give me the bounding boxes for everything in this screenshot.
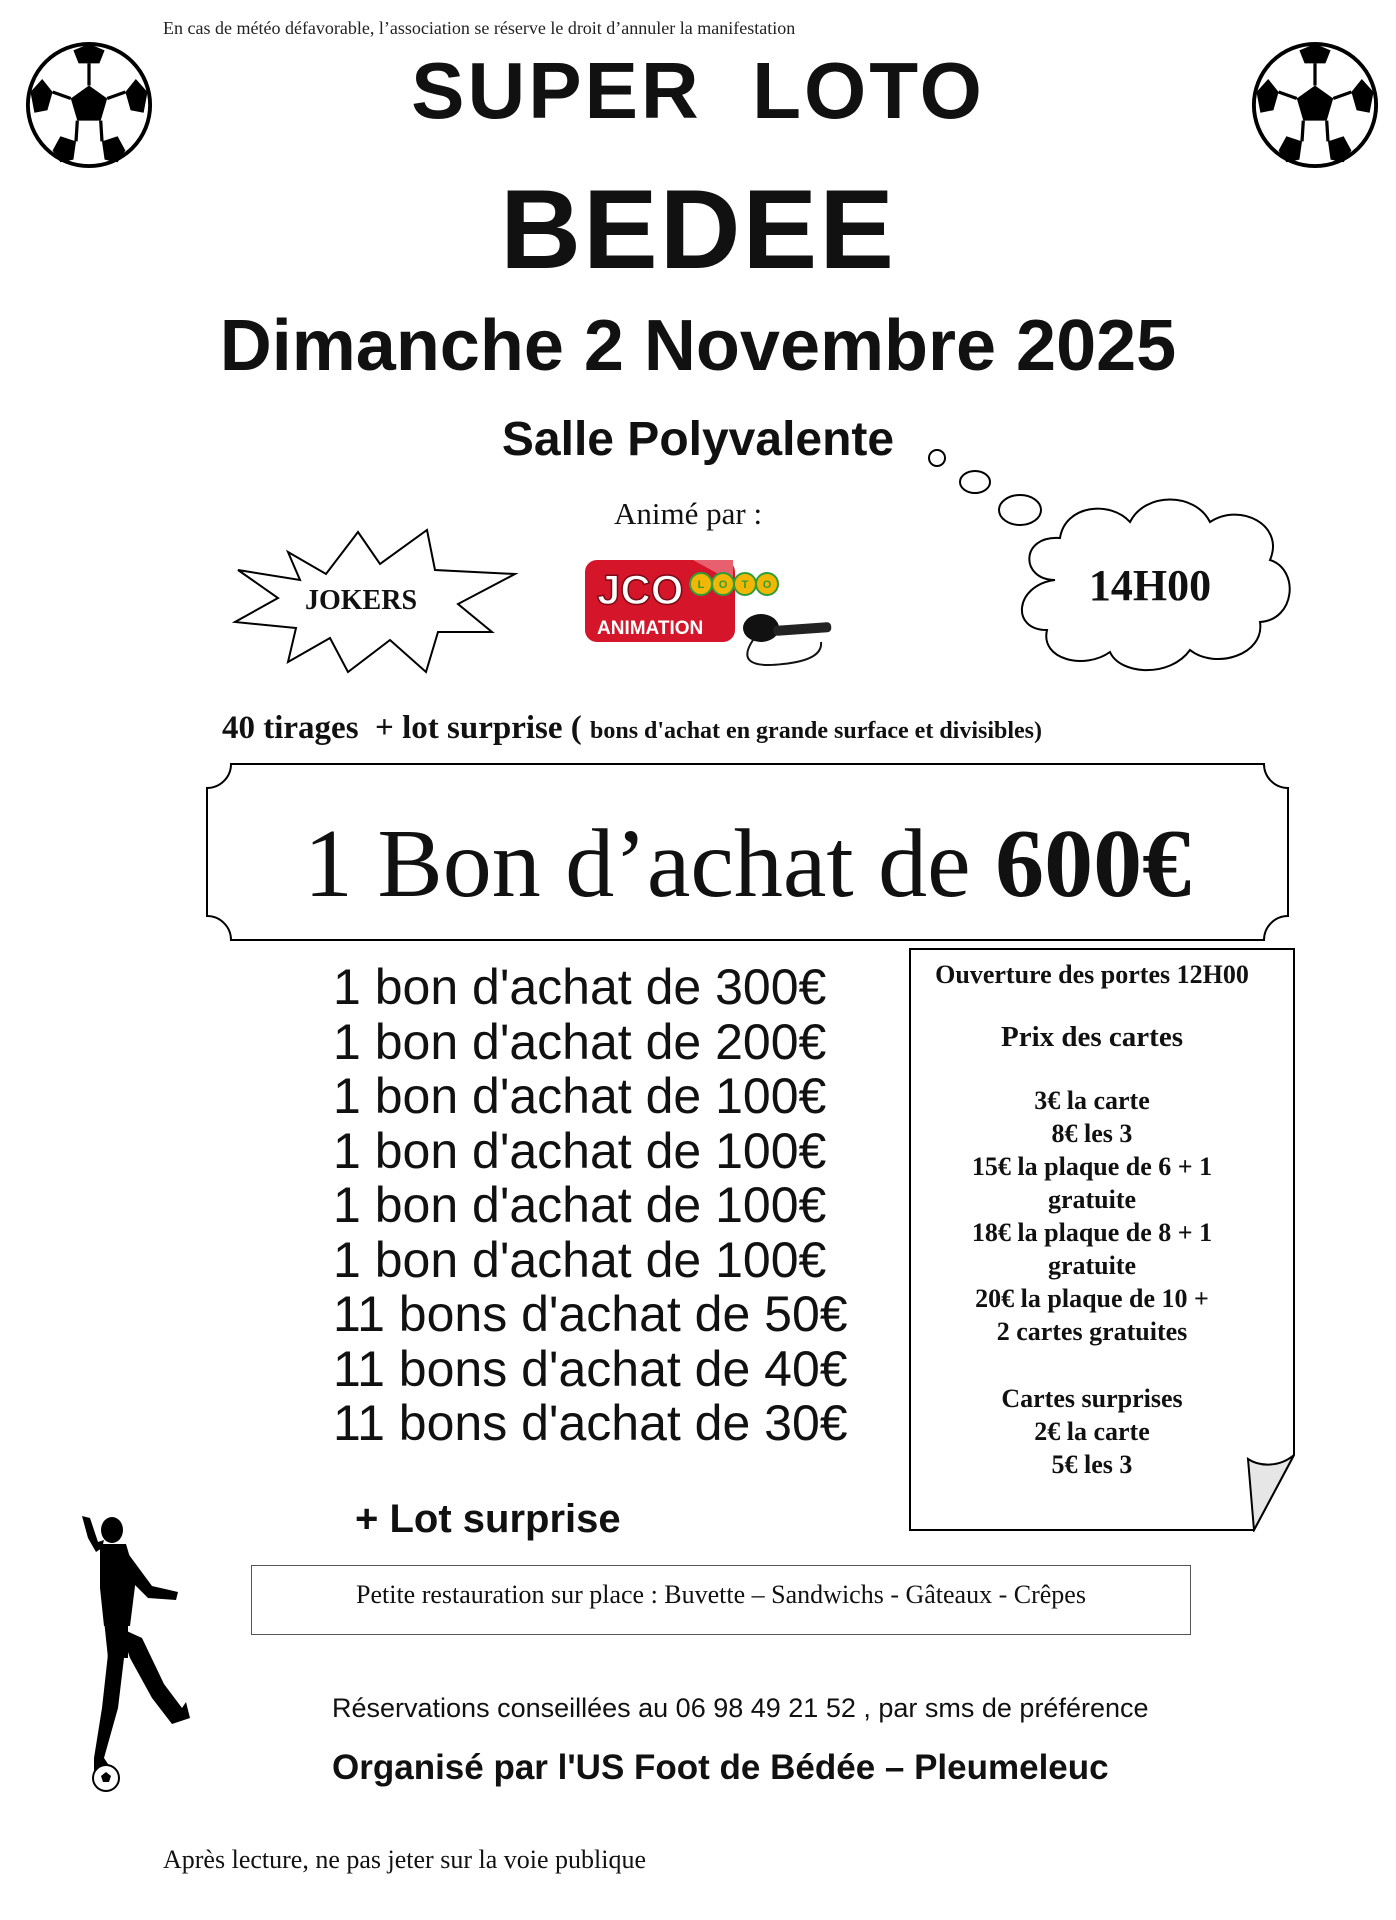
- prize-list: [333, 960, 848, 1451]
- prize-item: 1 bon d'achat de 100€: [333, 1068, 827, 1124]
- logo-subtitle: ANIMATION: [597, 618, 704, 639]
- draws-details: bons d'achat en grande surface et divisibles): [590, 718, 1043, 744]
- venue: Salle Polyvalente: [501, 413, 895, 466]
- surprise-cards-title: Cartes surprises: [1001, 1384, 1183, 1413]
- jokers-label: JOKERS: [304, 585, 418, 616]
- prize-item: 11 bons d'achat de 30€: [333, 1395, 848, 1451]
- draws-plus: + lot surprise (: [375, 710, 582, 746]
- prize-item: 11 bons d'achat de 40€: [333, 1340, 848, 1397]
- draws-count: 40 tirages: [222, 710, 359, 746]
- main-prize-prefix: 1 Bon d’achat de: [303, 810, 996, 918]
- host-label: Animé par :: [614, 496, 763, 531]
- food-info-box: Petite restauration sur place : Buvette – Sandwichs - Gâteaux - Crêpes: [251, 1565, 1191, 1635]
- price-line: 8€ les 3: [1051, 1119, 1133, 1148]
- logo-ball-letter: L: [697, 579, 705, 591]
- logo-ball-letter: T: [741, 579, 749, 591]
- prize-item: 1 bon d'achat de 100€: [333, 1231, 827, 1288]
- reservation-suffix: , par sms de préférence: [863, 1693, 1149, 1723]
- price-line: gratuite: [1047, 1185, 1137, 1214]
- price-line: 15€ la plaque de 6 + 1: [971, 1152, 1213, 1181]
- start-time: 14H00: [1088, 561, 1212, 610]
- prices-title: Prix des cartes: [1001, 1021, 1183, 1053]
- title-city: BEDEE: [500, 167, 896, 292]
- surprise-price-line: 5€ les 3: [1051, 1450, 1133, 1479]
- event-date: Dimanche 2 Novembre 2025: [219, 306, 1177, 386]
- price-line: 2 cartes gratuites: [996, 1317, 1188, 1346]
- price-line: 3€ la carte: [1034, 1086, 1150, 1115]
- surprise-lot: + Lot surprise: [355, 1497, 621, 1541]
- main-prize: [205, 808, 1290, 920]
- price-line: gratuite: [1047, 1251, 1137, 1280]
- prize-item: 1 bon d'achat de 100€: [333, 1122, 827, 1179]
- footer-note: Après lecture, ne pas jeter sur la voie publique: [163, 1845, 646, 1874]
- main-prize-amount: 600€: [995, 810, 1192, 918]
- price-line: 20€ la plaque de 10 +: [975, 1284, 1209, 1313]
- organizer: Organisé par l'US Foot de Bédée – Pleumeleuc: [332, 1748, 1109, 1787]
- reservation-text: Réservations conseillées au 06 98 49 21 52: [332, 1693, 856, 1723]
- weather-disclaimer: En cas de météo défavorable, l’association se réserve le droit d’annuler la manifestation: [163, 18, 796, 38]
- info-panel: [912, 958, 1272, 1481]
- prize-item: 11 bons d'achat de 50€: [333, 1286, 848, 1342]
- surprise-price-line: 2€ la carte: [1034, 1417, 1150, 1446]
- doors-opening: Ouverture des portes 12H00: [935, 960, 1249, 989]
- logo-ball-letter: O: [762, 579, 772, 591]
- title-super-loto: SUPER LOTO: [411, 46, 985, 135]
- prize-item: 1 bon d'achat de 200€: [333, 1013, 827, 1070]
- jco-animation-logo: [583, 542, 833, 672]
- logo-ball-letter: O: [718, 579, 728, 591]
- football-player-silhouette: [60, 1508, 200, 1798]
- draws-line: [222, 710, 1042, 747]
- price-line: 18€ la plaque de 8 + 1: [971, 1218, 1213, 1247]
- prize-item: 1 bon d'achat de 100€: [333, 1177, 827, 1233]
- logo-brand: JCO: [597, 566, 684, 613]
- reservation-info: [332, 1693, 1149, 1724]
- prize-item: 1 bon d'achat de 300€: [333, 959, 827, 1015]
